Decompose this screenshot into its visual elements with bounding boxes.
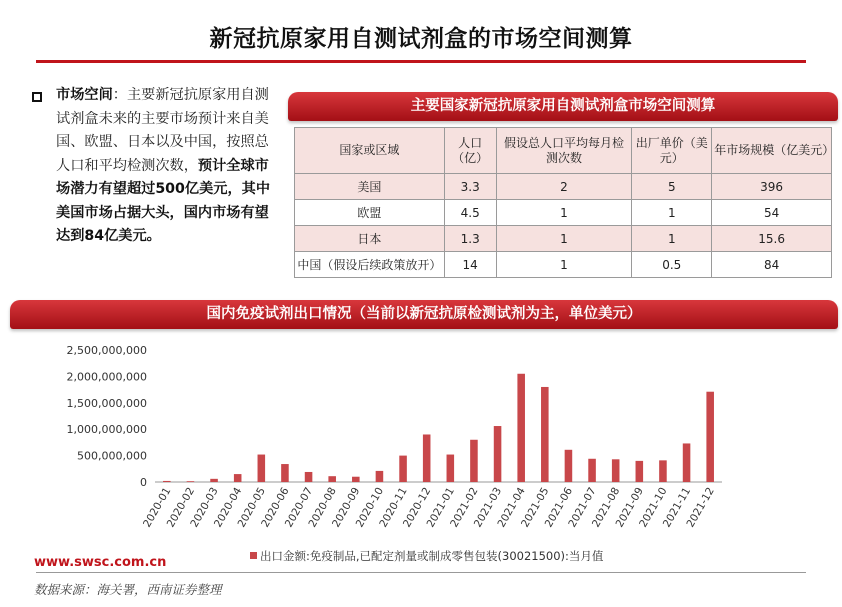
table-cell: 1	[496, 226, 632, 252]
x-tick-label: 2021-01	[424, 485, 457, 530]
bar	[328, 476, 336, 482]
bar	[399, 456, 407, 482]
bar	[258, 455, 266, 482]
header-tests: 假设总人口平均每月检测次数	[496, 128, 632, 174]
x-tick-label: 2021-07	[566, 485, 599, 530]
market-table	[294, 127, 835, 278]
y-tick-label: 2,000,000,000	[66, 370, 147, 384]
y-tick-label: 1,500,000,000	[66, 396, 147, 410]
bar	[352, 477, 360, 482]
header-price: 出厂单价（美元）	[632, 128, 712, 174]
table-cell: 1	[496, 200, 632, 226]
website-link[interactable]: www.swsc.com.cn	[34, 555, 167, 570]
legend-swatch	[250, 552, 257, 559]
x-tick-label: 2020-06	[259, 485, 292, 530]
footer-divider	[36, 572, 806, 573]
bar	[163, 481, 171, 482]
x-tick-label: 2020-05	[235, 485, 268, 530]
y-tick-label: 1,000,000,000	[66, 423, 147, 437]
table-cell: 84	[712, 252, 832, 278]
bar	[447, 455, 455, 482]
table-cell: 15.6	[712, 226, 832, 252]
x-tick-label: 2020-08	[306, 485, 339, 530]
bar	[541, 387, 549, 482]
table-cell: 欧盟	[295, 200, 445, 226]
bar	[376, 471, 384, 482]
x-tick-label: 2020-10	[353, 485, 387, 530]
summary-bold: 预计全球市场潜力有望超过500亿美元，其中美国市场占据大头，国内市场有望达到84亿美元。	[56, 157, 271, 244]
bar	[281, 464, 289, 482]
bar	[210, 479, 218, 482]
x-tick-label: 2021-10	[637, 485, 670, 530]
bar	[588, 459, 596, 482]
table-cell: 1.3	[444, 226, 496, 252]
header-region: 国家或区域	[295, 128, 445, 174]
summary-text	[56, 84, 278, 249]
x-tick-label: 2020-09	[330, 485, 363, 530]
bullet-square-icon	[32, 92, 42, 102]
x-tick-label: 2020-12	[400, 485, 434, 530]
x-tick-label: 2021-05	[519, 485, 552, 530]
table-cell: 396	[712, 174, 832, 200]
table-cell: 5	[632, 174, 712, 200]
x-tick-label: 2021-03	[471, 485, 505, 530]
table-row	[295, 174, 832, 200]
x-tick-label: 2021-06	[542, 485, 576, 530]
export-bar-chart	[0, 330, 842, 545]
y-tick-label: 500,000,000	[77, 449, 147, 463]
bar	[494, 426, 502, 482]
chart-legend	[250, 548, 603, 564]
x-tick-label: 2021-08	[589, 485, 623, 530]
x-tick-label: 2021-12	[684, 485, 717, 530]
table-row	[295, 252, 832, 278]
x-tick-label: 2020-11	[377, 485, 410, 530]
bar	[636, 461, 644, 482]
x-tick-label: 2020-04	[211, 485, 245, 530]
summary-colon: ：	[112, 87, 127, 103]
table-cell: 1	[632, 200, 712, 226]
x-tick-label: 2020-02	[164, 485, 198, 530]
bar	[187, 481, 195, 482]
table-cell: 3.3	[444, 174, 496, 200]
x-tick-label: 2020-03	[188, 485, 221, 530]
x-tick-label: 2020-07	[282, 485, 316, 530]
page-title: 新冠抗原家用自测试剂盒的市场空间测算	[209, 26, 633, 52]
x-tick-label: 2021-04	[495, 485, 528, 530]
bar	[234, 474, 242, 482]
table-cell: 美国	[295, 174, 445, 200]
bar	[305, 472, 313, 482]
table-cell: 4.5	[444, 200, 496, 226]
summary-body: 主要新冠抗原家用自测试剂盒未来的主要市场预计来自美国、欧盟、日本以及中国，按照总人口和平均检测次数，	[56, 87, 269, 174]
y-tick-label: 2,500,000,000	[66, 344, 147, 357]
table-row	[295, 200, 832, 226]
bar	[517, 374, 525, 482]
legend-label: 出口金额:免疫制品,已配定剂量或制成零售包装(30021500):当月值	[260, 549, 604, 563]
title-divider	[36, 60, 806, 63]
table-cell: 2	[496, 174, 632, 200]
bar	[612, 459, 620, 482]
table-cell: 54	[712, 200, 832, 226]
x-tick-label: 2021-09	[613, 485, 646, 530]
table-title-banner: 主要国家新冠抗原家用自测试剂盒市场空间测算	[288, 92, 838, 121]
table-cell: 日本	[295, 226, 445, 252]
x-tick-label: 2021-02	[448, 485, 481, 530]
table-cell: 0.5	[632, 252, 712, 278]
chart-title-banner: 国内免疫试剂出口情况（当前以新冠抗原检测试剂为主，单位美元）	[10, 300, 838, 329]
x-tick-label: 2020-01	[141, 485, 174, 530]
header-market-size: 年市场规模（亿美元）	[712, 128, 832, 174]
header-population: 人口（亿）	[444, 128, 496, 174]
bar	[470, 440, 478, 482]
y-tick-label: 0	[140, 476, 147, 489]
table-cell: 中国（假设后续政策放开）	[295, 252, 445, 278]
bar	[706, 392, 714, 482]
bar	[683, 443, 691, 482]
bar	[659, 460, 667, 482]
bar	[423, 434, 431, 482]
table-header-row	[295, 128, 832, 174]
table-cell: 1	[632, 226, 712, 252]
bar	[565, 450, 573, 482]
table-cell: 1	[496, 252, 632, 278]
table-cell: 14	[444, 252, 496, 278]
table-row	[295, 226, 832, 252]
x-tick-label: 2021-11	[660, 485, 694, 530]
source-note: 数据来源：海关署，西南证券整理	[34, 582, 222, 597]
summary-label: 市场空间	[56, 87, 113, 103]
